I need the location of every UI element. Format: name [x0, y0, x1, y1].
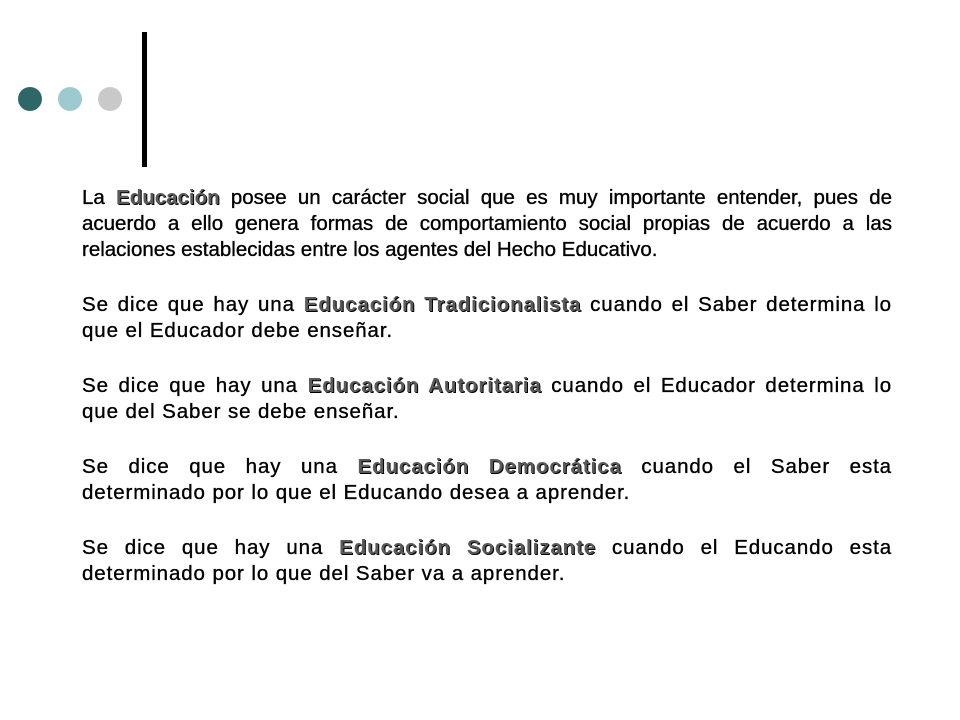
- gray-dot: [98, 87, 122, 111]
- paragraph-text: La: [82, 186, 116, 209]
- paragraph-tradicionalista: [82, 292, 892, 344]
- highlight-term: Educación: [116, 186, 220, 209]
- slide-body: [82, 185, 892, 616]
- paragraph-text: cuando el Saber esta determinado por lo que el Educando desea a aprender.: [82, 455, 892, 504]
- paragraph-educacion: [82, 185, 892, 263]
- highlight-term: Educación Tradicionalista: [303, 293, 582, 316]
- paragraph-text: cuando el Saber determina lo que el Educador debe enseñar.: [82, 293, 892, 342]
- paragraph-text: Se dice que hay una: [82, 455, 358, 478]
- highlight-term: Educación Autoritaria: [307, 374, 542, 397]
- paragraph-socializante: [82, 535, 892, 587]
- highlight-term: Educación Democrática: [357, 455, 622, 478]
- dark-teal-dot: [18, 87, 42, 111]
- paragraph-text: Se dice que hay una: [82, 293, 304, 316]
- paragraph-text: cuando el Educando esta determinado por lo que del Saber va a aprender.: [82, 536, 892, 585]
- paragraph-democratica: [82, 454, 892, 506]
- decorative-dots: [18, 87, 128, 113]
- paragraph-text: cuando el Educador determina lo que del Saber se debe enseñar.: [82, 374, 892, 423]
- paragraph-text: Se dice que hay una: [82, 536, 340, 559]
- paragraph-text: posee un carácter social que es muy importante entender, pues de acuerdo a ello genera formas de comportamiento social propias de acuerdo a las relaciones establecidas entre los agentes del Hecho Educativo.: [82, 186, 892, 261]
- highlight-term: Educación Socializante: [339, 536, 597, 559]
- paragraph-autoritaria: [82, 373, 892, 425]
- light-teal-dot: [58, 87, 82, 111]
- paragraph-text: Se dice que hay una: [82, 374, 308, 397]
- vertical-divider: [142, 32, 147, 167]
